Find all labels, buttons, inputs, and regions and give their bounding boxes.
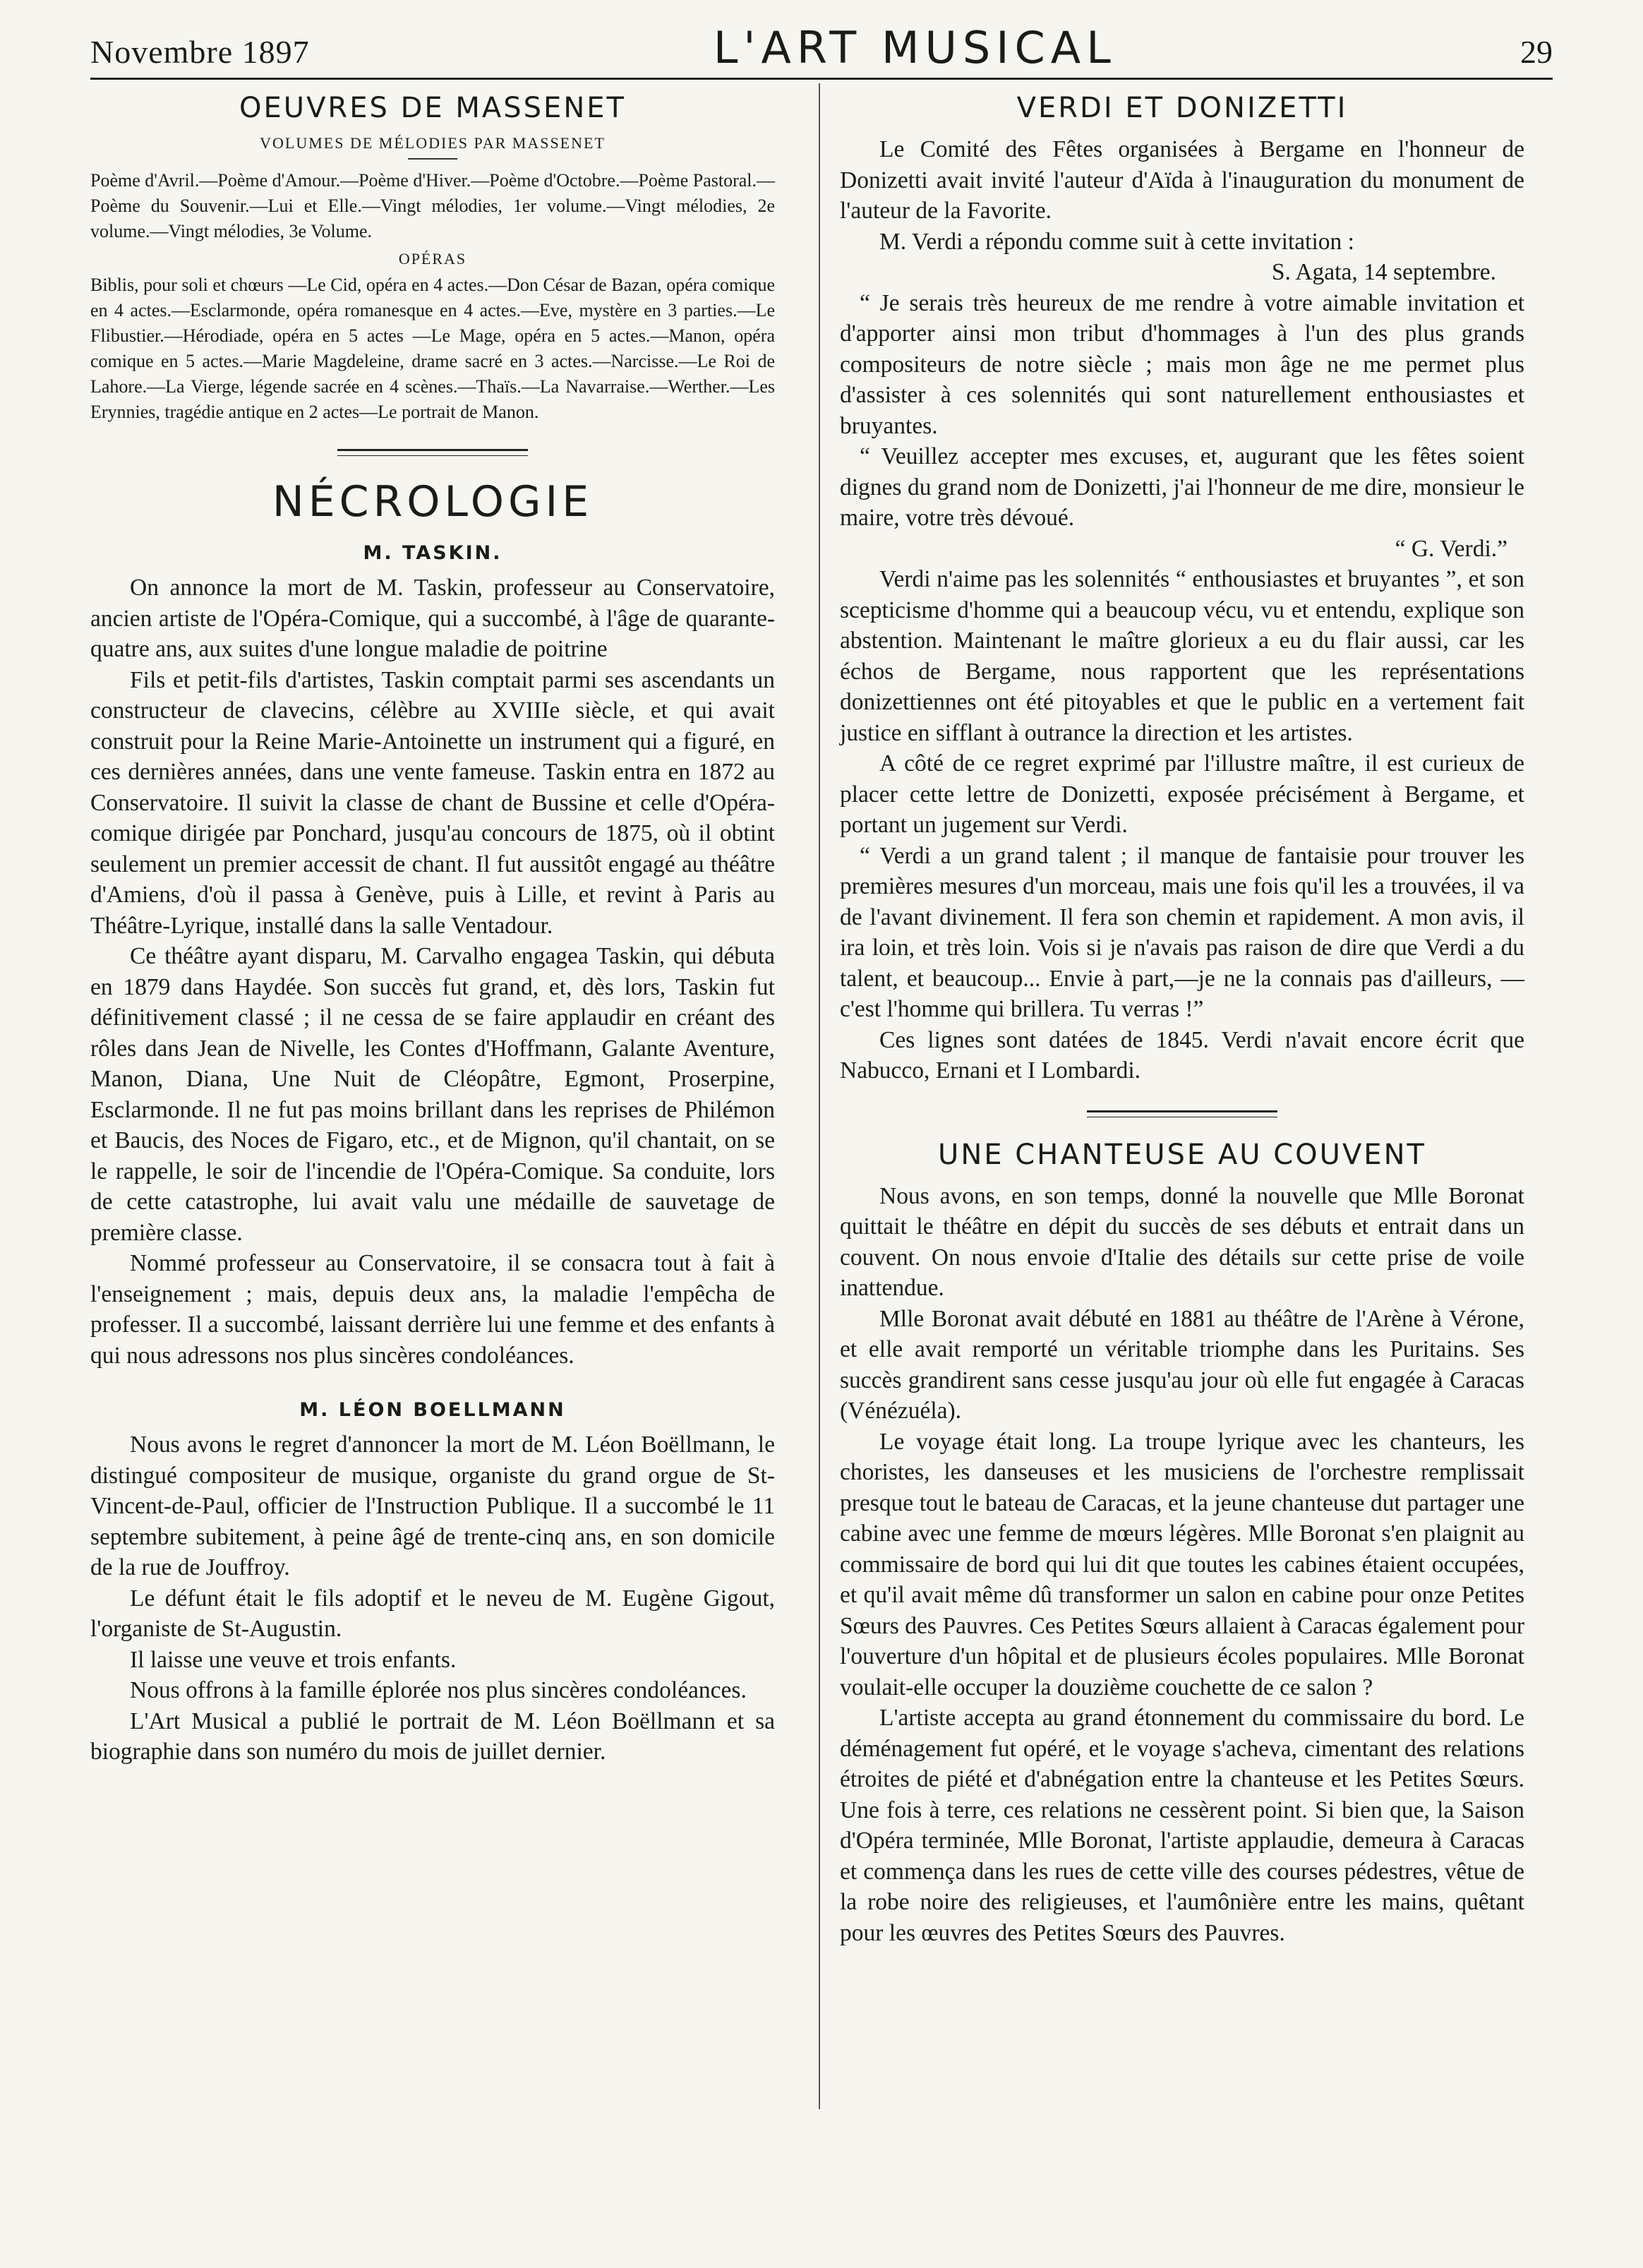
column-divider (819, 83, 820, 2109)
section-divider (1087, 1110, 1277, 1117)
verdi-paragraph: Ces lignes sont datées de 1845. Verdi n'avait encore écrit que Nabucco, Ernani et I Lombardi. (840, 1026, 1524, 1084)
page-number: 29 (1519, 34, 1553, 70)
necrologie-title: NÉCROLOGIE (272, 477, 594, 527)
section-divider (337, 449, 528, 456)
operas-list: Biblis, pour soli et chœurs —Le Cid, opéra en 4 actes.—Don César de Bazan, opéra comique en 4 actes.—Esclarmonde, opéra romanesque en 4 actes.—Eve, mystère en 3 parties.—Le Flibustier.—Hérodiade, opéra en 5 actes —Le Mage, opéra en 5 actes.—Manon, opéra comique en 5 actes.—Marie Magdeleine, drame sacré en 3 actes.—Narcisse.—Le Roi de Lahore.—La Vierge, légende sacrée en 4 scènes.—Thaïs.—La Navarraise.—Werther.—Les Erynnies, tragédie antique en 2 actes—Le portrait de Manon. (90, 275, 775, 422)
verdi-letter: “ Veuillez accepter mes excuses, et, augurant que les fêtes soient dignes du grand nom de Donizetti, j'ai l'honneur de me dire, monsieur le maire, votre très dévoué. (840, 443, 1524, 531)
verdi-paragraph: Le Comité des Fêtes organisées à Bergame en l'honneur de Donizetti avait invité l'auteur d'Aïda à l'inauguration du monument de l'auteur de la Favorite. (840, 136, 1524, 224)
massenet-section (90, 92, 775, 425)
chanteuse-paragraph: L'artiste accepta au grand étonnement du commissaire du bord. Le déménagement fut opéré, et le voyage s'acheva, cimentant des relations étroites de piété et d'abnégation entre la chanteuse et les Petites Sœurs. Une fois à terre, ces relations ne cessèrent point. Si bien que, la Saison d'Opéra terminée, Mlle Boronat, l'artiste applaudie, demeura à Caracas et commença dans les rues de cette ville des courses pédestres, vêtue de la robe noire des religieuses, et l'aumônière entre les mains, quêtant pour les œuvres des Petites Sœurs des Pauvres. (840, 1705, 1524, 1946)
verdi-letter: “ Je serais très heureux de me rendre à votre aimable invitation et d'apporter ainsi mon tribut d'hommages à l'un des plus grands compositeurs de notre siècle ; mais mon âge ne me permet plus d'assister à ces solennités qui sont naturellement enthousiastes et bruyantes. (840, 289, 1524, 439)
chanteuse-section (840, 1139, 1524, 1949)
chanteuse-title: UNE CHANTEUSE AU COUVENT (938, 1138, 1426, 1171)
journal-title: L'ART MUSICAL (713, 22, 1117, 73)
necrologie-section (90, 477, 775, 1768)
masthead (90, 20, 1553, 80)
boellmann-paragraph: Nous avons le regret d'annoncer la mort de M. Léon Boëllmann, le distingué compositeur de musique, organiste du grand orgue de St-Vincent-de-Paul, officier de l'Instruction Publique. Il a succombé le 11 septembre subitement, à peine âgé de trente-cinq ans, en son domicile de la rue de Jouffroy. (90, 1432, 775, 1580)
boellmann-paragraph: Nous offrons à la famille éplorée nos plus sincères condoléances. (130, 1677, 747, 1703)
taskin-paragraph: On annonce la mort de M. Taskin, professeur au Conservatoire, ancien artiste de l'Opéra-Comique, qui a succombé, à l'âge de quarante-quatre ans, aux suites d'une longue maladie de poitrine (90, 575, 775, 662)
massenet-subtitle: VOLUMES DE MÉLODIES PAR MASSENET (260, 134, 606, 152)
verdi-signature: “ G. Verdi.” (1395, 535, 1507, 562)
letter-dateline: S. Agata, 14 septembre. (1271, 259, 1496, 285)
boellmann-heading: M. LÉON BOELLMANN (299, 1399, 566, 1421)
taskin-paragraph: Ce théâtre ayant disparu, M. Carvalho engagea Taskin, qui débuta en 1879 dans Haydée. Son succès fut grand, et, dès lors, Taskin fut définitivement classé ; il ne cessa de se faire applaudir en créant des rôles dans Jean de Nivelle, les Contes d'Hoffmann, Galante Aventure, Manon, Diana, Une Nuit de Cléopâtre, Egmont, Proserpine, Esclarmonde. Il ne fut pas moins brillant dans les reprises de Philémon et Baucis, des Noces de Figaro, etc., et de Mignon, qu'il chantait, on se le rappelle, le soir de l'incendie de l'Opéra-Comique. Sa conduite, lors de cette catastrophe, lui avait valu une médaille de sauvetage de première classe. (90, 943, 775, 1246)
issue-date: Novembre 1897 (90, 34, 310, 70)
melodies-list: Poème d'Avril.—Poème d'Amour.—Poème d'Hiver.—Poème d'Octobre.—Poème Pastoral.—Poème du Souvenir.—Lui et Elle.—Vingt mélodies, 1er volume.—Vingt mélodies, 2e volume.—Vingt mélodies, 3e Volume. (90, 170, 775, 241)
massenet-title: OEUVRES DE MASSENET (239, 92, 626, 124)
chanteuse-paragraph: Mlle Boronat avait débuté en 1881 au théâtre de l'Arène à Vérone, et elle avait remporté un véritable triomphe dans les Puritains. Ses succès grandirent sans cesse jusqu'au jour où elle fut engagée à Caracas (Vénézuéla). (840, 1305, 1524, 1424)
boellmann-paragraph: Le défunt était le fils adoptif et le neveu de M. Eugène Gigout, l'organiste de St-Augustin. (90, 1585, 775, 1642)
chanteuse-paragraph: Nous avons, en son temps, donné la nouvelle que Mlle Boronat quittait le théâtre en dépit du succès de ses débuts et entrait dans un couvent. On nous envoie d'Italie des détails sur cette prise de voile inattendue. (840, 1182, 1524, 1301)
right-column (840, 83, 1524, 1948)
taskin-paragraph: Nommé professeur au Conservatoire, il se consacra tout à fait à l'enseignement ; mais, depuis deux ans, la maladie l'empêcha de professer. Il a succombé, laissant derrière lui une femme et des enfants à qui nous adressons nos plus sincères condoléances. (90, 1250, 775, 1369)
short-rule (408, 158, 457, 160)
verdi-paragraph: Verdi n'aime pas les solennités “ enthousiastes et bruyantes ”, et son scepticisme d'homme qui a beaucoup vécu, vu et entendu, explique son abstention. Maintenant le maître glorieux a eu du flair aussi, car les échos de Bergame, nous rapportent que les représentations donizettiennes ont été pitoyables et que le public en a vertement fait justice en sifflant à outrance la direction et les artistes. (840, 566, 1524, 746)
verdi-section (840, 92, 1524, 1086)
verdi-title: VERDI ET DONIZETTI (1016, 92, 1348, 124)
taskin-heading: M. TASKIN. (363, 542, 502, 564)
donizetti-letter: “ Verdi a un grand talent ; il manque de fantaisie pour trouver les premières mesures d'un morceau, mais une fois qu'il les a trouvées, il va de l'avant divinement. Il fera son chemin et rapidement. A mon avis, il ira loin, et très loin. Vois si je n'avais pas raison de dire que Verdi a du talent, et beaucoup... Envie à part,—je ne la connais pas d'ailleurs, —c'est l'homme qui brillera. Tu verras !” (840, 842, 1524, 1022)
verdi-paragraph: A côté de ce regret exprimé par l'illustre maître, il est curieux de placer cette lettre de Donizetti, exposée précisément à Bergame, et portant un jugement sur Verdi. (840, 750, 1524, 838)
operas-label: OPÉRAS (398, 250, 467, 268)
verdi-paragraph: M. Verdi a répondu comme suit à cette invitation : (879, 228, 1354, 255)
chanteuse-paragraph: Le voyage était long. La troupe lyrique avec les chanteurs, les choristes, les danseuses et les musiciens de l'orchestre remplissait presque tout le bateau de Caracas, et la jeune chanteuse dut partager une cabine avec une femme de mœurs légères. Mlle Boronat s'en plaignit au commissaire de bord qui lui dit que toutes les cabines étaient occupées, et qu'il avait même dû transformer un salon en cabine pour onze Petites Sœurs des Pauvres. Ces Petites Sœurs allaient à Caracas également pour l'ouverture d'un hôpital et de plusieurs écoles populaires. Mlle Boronat voulait-elle occuper la douzième couchette de ce salon ? (840, 1428, 1524, 1700)
taskin-paragraph: Fils et petit-fils d'artistes, Taskin comptait parmi ses ascendants un constructeur de clavecins, célèbre au XVIIIe siècle, et qui avait construit pour la Reine Marie-Antoinette un instrument qui a figuré, en ces dernières années, dans une vente fameuse. Taskin entra en 1872 au Conservatoire. Il suivit la classe de chant de Bussine et celle d'Opéra-comique dirigée par Ponchard, jusqu'au concours de 1875, où il obtint seulement un premier accessit de chant. Il fut aussitôt engagé au théâtre d'Amiens, d'où il passa à Genève, puis à Lille, et revint à Paris au Théâtre-Lyrique, installé dans la salle Ventadour. (90, 666, 775, 939)
boellmann-paragraph: Il laisse une veuve et trois enfants. (130, 1646, 457, 1673)
left-column (90, 83, 775, 1768)
boellmann-paragraph: L'Art Musical a publié le portrait de M. Léon Boëllmann et sa biographie dans son numéro du mois de juillet dernier. (90, 1708, 775, 1765)
